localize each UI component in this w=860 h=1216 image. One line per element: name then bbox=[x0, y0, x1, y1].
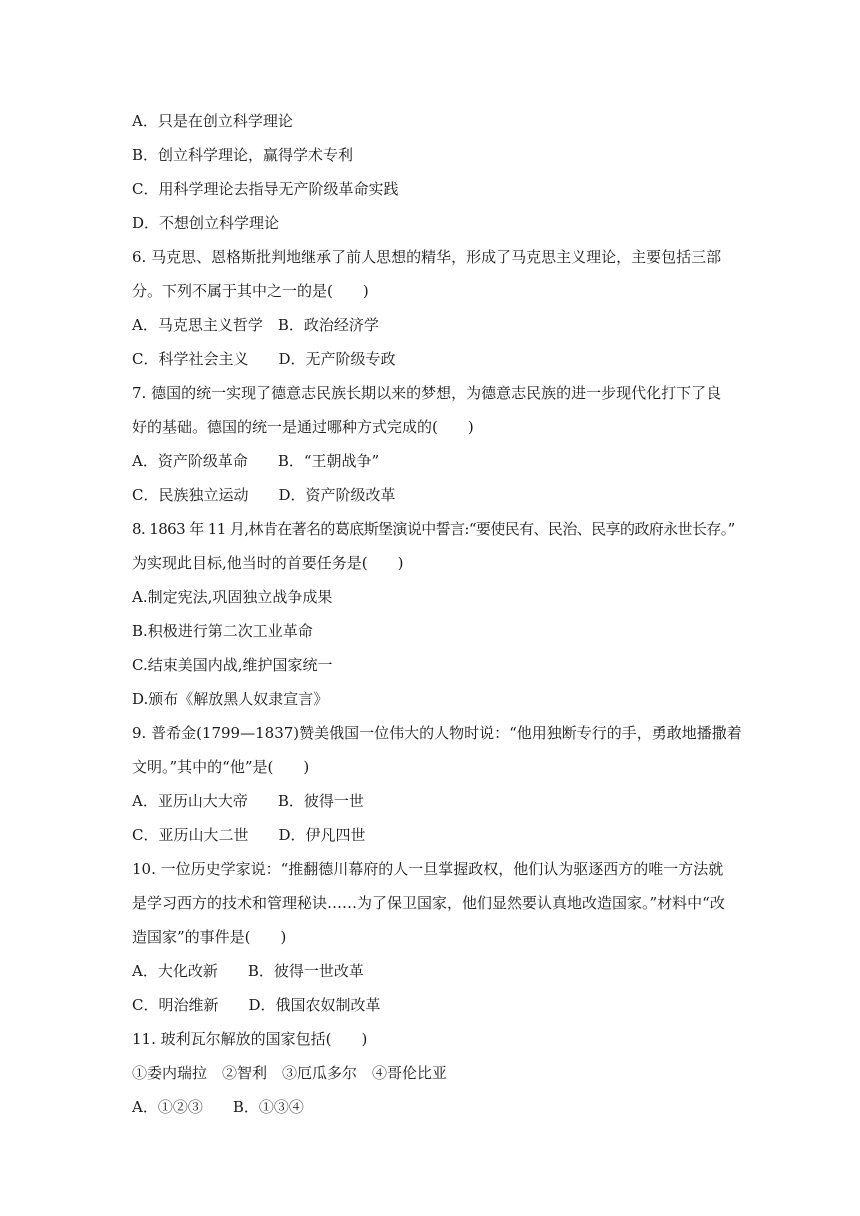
question-9-text: 9. 普希金(1799—1837)赞美俄国一位伟大的人物时说：“他用独断专行的手，勇敢地播撒着 bbox=[132, 724, 742, 742]
question-6-text: 6. 马克思、恩格斯批判地继承了前人思想的精华，形成了马克思主义理论，主要包括三部 bbox=[132, 248, 722, 266]
option-row: C．明治维新 D．俄国农奴制改革 bbox=[132, 996, 381, 1014]
option-b: B．创立科学理论，赢得学术专利 bbox=[132, 146, 354, 164]
question-10-text: 是学习西方的技术和管理秘诀……为了保卫国家，他们显然要认真地改造国家。”材料中“改 bbox=[132, 894, 725, 912]
question-8-text: 为实现此目标,他当时的首要任务是( ) bbox=[132, 554, 404, 572]
option-row: A．亚历山大大帝 B．彼得一世 bbox=[132, 792, 364, 810]
option-d: D.颁布《解放黑人奴隶宣言》 bbox=[132, 690, 329, 708]
option-row: A．①②③ B．①③④ bbox=[132, 1098, 304, 1116]
option-c: C.结束美国内战,维护国家统一 bbox=[132, 656, 333, 674]
option-d: D．不想创立科学理论 bbox=[132, 214, 280, 232]
option-row: C．民族独立运动 D．资产阶级改革 bbox=[132, 486, 396, 504]
option-b: B.积极进行第二次工业革命 bbox=[132, 622, 313, 640]
question-11-items: ①委内瑞拉 ②智利 ③厄瓜多尔 ④哥伦比亚 bbox=[132, 1064, 448, 1082]
question-10-text: 10. 一位历史学家说：“推翻德川幕府的人一旦掌握政权，他们认为驱逐西方的唯一方法就 bbox=[132, 860, 724, 878]
question-7-text: 好的基础。德国的统一是通过哪种方式完成的( ) bbox=[132, 418, 474, 436]
question-8-text: 8. 1863 年 11 月,林肯在著名的葛底斯堡演说中誓言:“要使民有、民治、民享的政府永世长存。” bbox=[132, 520, 735, 538]
option-c: C．用科学理论去指导无产阶级革命实践 bbox=[132, 180, 399, 198]
option-a: A.制定宪法,巩固独立战争成果 bbox=[132, 588, 333, 606]
question-7-text: 7. 德国的统一实现了德意志民族长期以来的梦想，为德意志民族的进一步现代化打下了良 bbox=[132, 384, 722, 402]
question-11-text: 11. 玻利瓦尔解放的国家包括( ) bbox=[132, 1030, 368, 1048]
question-9-text: 文明。”其中的“他”是( ) bbox=[132, 758, 310, 776]
option-row: C．亚历山大二世 D．伊凡四世 bbox=[132, 826, 366, 844]
option-row: A．马克思主义哲学 B．政治经济学 bbox=[132, 316, 379, 334]
option-row: C．科学社会主义 D．无产阶级专政 bbox=[132, 350, 396, 368]
question-10-text: 造国家”的事件是( ) bbox=[132, 928, 287, 946]
option-a: A．只是在创立科学理论 bbox=[132, 112, 293, 130]
option-row: A．大化改新 B．彼得一世改革 bbox=[132, 962, 364, 980]
option-row: A．资产阶级革命 B．“王朝战争” bbox=[132, 452, 380, 470]
question-6-text: 分。下列不属于其中之一的是( ) bbox=[132, 282, 369, 300]
